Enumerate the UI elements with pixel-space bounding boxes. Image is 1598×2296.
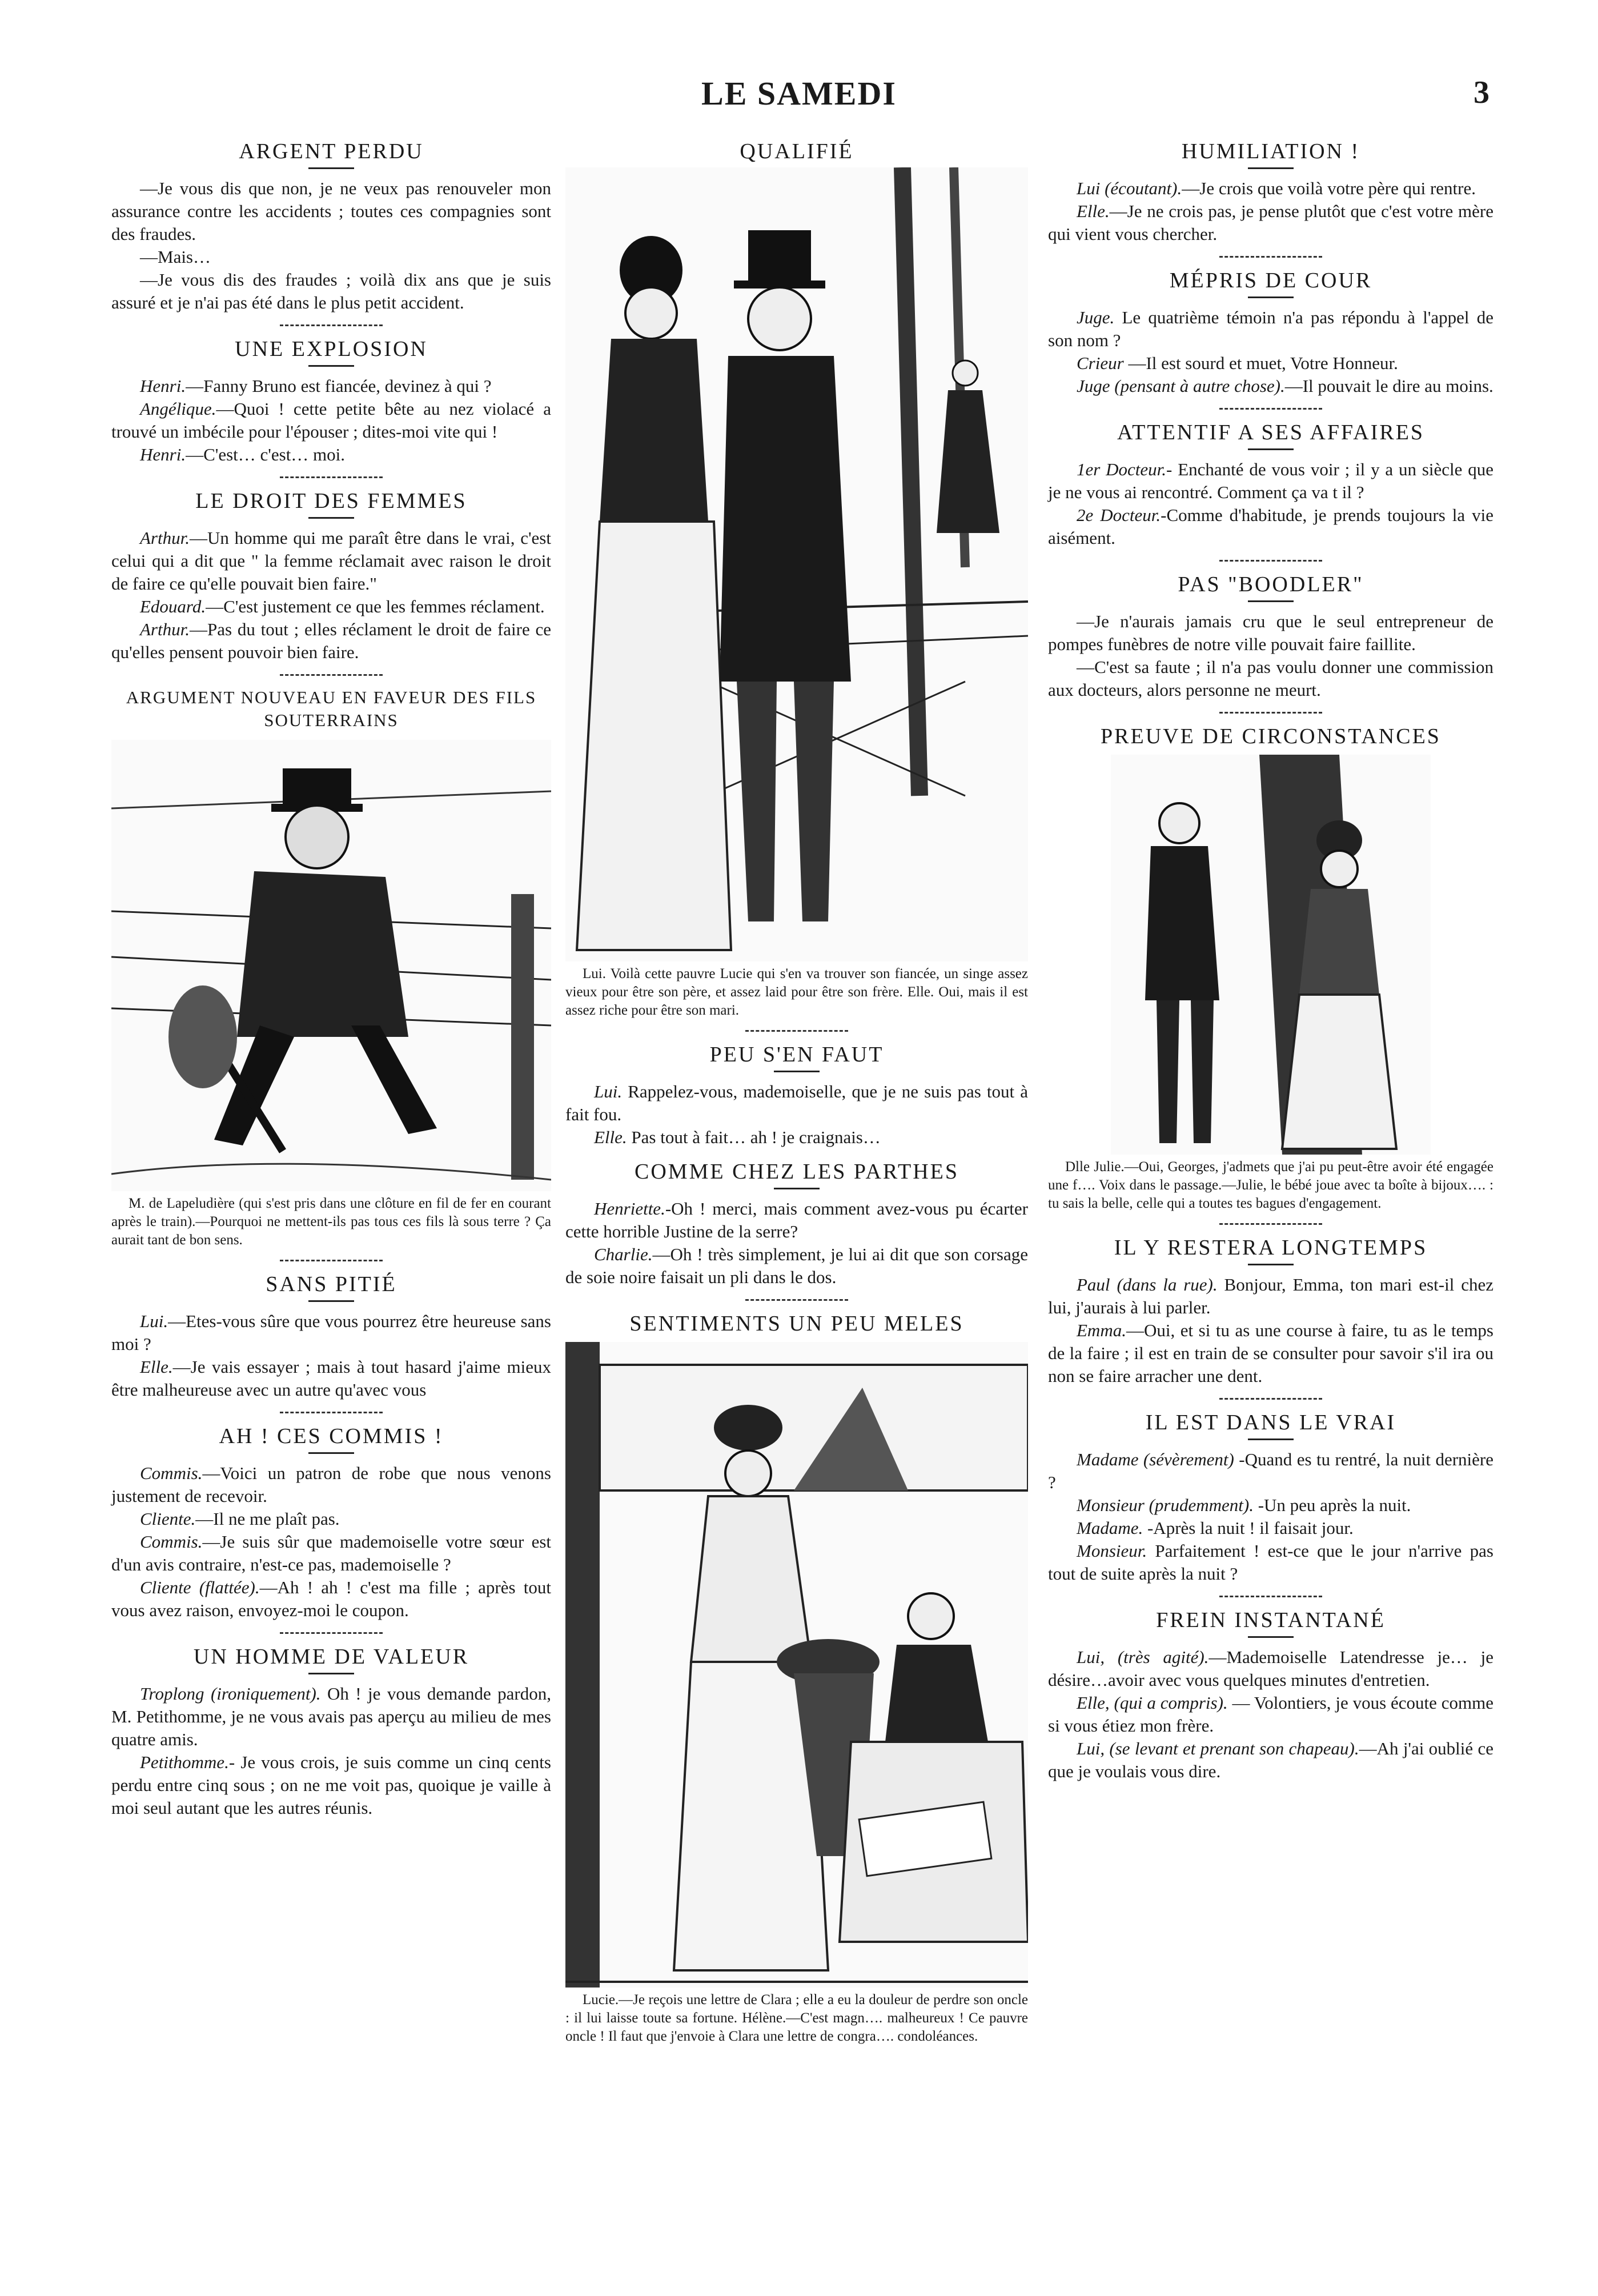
article-title: LE DROIT DES FEMMES: [195, 489, 467, 513]
divider: [745, 1299, 848, 1301]
line: Henriette.-Oh ! merci, mais comment avez-vous pu écarter cette horrible Justine de la serre?: [565, 1199, 1028, 1241]
line: —Je n'aurais jamais cru que le seul entrepreneur de pompes funèbres de notre ville pouvait faire faillite.: [1048, 611, 1493, 654]
article-title: ARGUMENT NOUVEAU EN FAVEUR DES FILS SOUTERRAINS: [126, 687, 537, 730]
divider: [308, 1452, 354, 1454]
divider: [1248, 296, 1294, 298]
line: Crieur —Il est sourd et muet, Votre Honneur.: [1077, 353, 1398, 373]
divider: [308, 517, 354, 519]
divider: [308, 1673, 354, 1674]
divider: [1219, 560, 1322, 562]
article-homme-de-valeur: [111, 1644, 551, 1820]
article-pas-boodler: [1048, 572, 1493, 702]
line: Elle, (qui a compris). — Volontiers, je vous écoute comme si vous étiez mon frère.: [1048, 1693, 1494, 1736]
line: Lui (écoutant).—Je crois que voilà votre père qui rentre.: [1077, 178, 1476, 198]
article-frein-instantane: [1048, 1608, 1493, 1783]
line: Arthur.—Pas du tout ; elles réclament le droit de faire ce qu'elles pensent pouvoir bien faire.: [111, 619, 551, 662]
line: Madame (sévèrement) -Quand es tu rentré, la nuit dernière ?: [1048, 1449, 1494, 1492]
article-title: COMME CHEZ LES PARTHES: [635, 1160, 959, 1184]
line: Commis.—Voici un patron de robe que nous venons justement de recevoir.: [111, 1463, 551, 1506]
article-sans-pitie: [111, 1272, 551, 1401]
line: —Je vous dis que non, je ne veux pas renouveler mon assurance contre les accidents ; toutes ces compagnies sont des fraudes.: [111, 178, 551, 244]
divider: [1248, 1438, 1294, 1440]
article-une-explosion: [111, 336, 551, 466]
newspaper-title: LE SAMEDI: [701, 75, 897, 112]
divider: [308, 1300, 354, 1302]
line: Juge (pensant à autre chose).—Il pouvait le dire au moins.: [1077, 376, 1493, 396]
line: Elle.—Je ne crois pas, je pense plutôt que c'est votre mère qui vient vous chercher.: [1048, 201, 1493, 244]
divider: [774, 1188, 820, 1189]
line: Elle.—Je vais essayer ; mais à tout hasard j'aime mieux être malheureuse avec un autre qu'avec vous: [111, 1357, 551, 1400]
article-attentif: [1048, 420, 1493, 550]
line: Elle. Pas tout à fait… ah ! je craignais…: [594, 1127, 881, 1147]
line: —C'est sa faute ; il n'a pas voulu donner une commission aux docteurs, alors personne ne meurt.: [1048, 657, 1493, 700]
article-title: PREUVE DE CIRCONSTANCES: [1101, 724, 1441, 748]
line: Monsieur (prudemment). -Un peu après la nuit.: [1077, 1495, 1411, 1515]
line: Henri.—C'est… c'est… moi.: [140, 444, 346, 464]
divider: [1219, 1398, 1322, 1400]
divider: [280, 1260, 383, 1261]
line: Angélique.—Quoi ! cette petite bête au nez violacé a trouvé un imbécile pour l'épouser ; dites-moi vite qui !: [111, 399, 551, 442]
article-title: FREIN INSTANTANÉ: [1156, 1608, 1386, 1632]
article-qualifie: [565, 139, 1028, 1020]
line: Juge. Le quatrième témoin n'a pas répondu à l'appel de son nom ?: [1048, 307, 1493, 350]
divider: [1219, 1596, 1322, 1597]
divider: [280, 324, 383, 326]
divider: [280, 674, 383, 676]
line: Cliente (flattée).—Ah ! ah ! c'est ma fille ; après tout vous avez raison, envoyez-moi le coupon.: [111, 1577, 551, 1620]
line: Lui, (se levant et prenant son chapeau).—Ah j'ai oublié ce que je voulais vous dire.: [1048, 1738, 1493, 1781]
line: Petithomme.- Je vous crois, je suis comme un cinq cents perdu entre cinq sous ; on ne me voit pas, quoique je vaille à moi seul autant que les autres réunis.: [111, 1752, 551, 1818]
article-droit-des-femmes: [111, 488, 551, 664]
line: 1er Docteur.- Enchanté de vous voir ; il y a un siècle que je ne vous ai rencontré. Comment ça va t il ?: [1048, 459, 1493, 502]
article-title: SANS PITIÉ: [266, 1272, 397, 1296]
line: Emma.—Oui, et si tu as une course à faire, tu as le temps de la faire ; il est en train de se consulter pour savoir s'il ira ou non se faire arracher une dent.: [1048, 1320, 1493, 1386]
article-peu-sen-faut: [565, 1042, 1028, 1149]
page-number: 3: [1473, 75, 1489, 110]
line: Lui, (très agité).—Mademoiselle Latendresse je… je désire…avoir avec vous quelques minutes d'entretien.: [1048, 1647, 1493, 1690]
illustration-caption: Lucie.—Je reçois une lettre de Clara ; elle a eu la douleur de perdre son oncle : il lui laisse toute sa fortune. Hélène.—C'est magn…. malheureux ! Ce pauvre oncle ! Il faut que j'envoie à Clara une lettre de congra…. condoléances.: [565, 1992, 1028, 2044]
masthead: [0, 74, 1598, 126]
article-title: PEU S'EN FAUT: [709, 1043, 884, 1067]
line: Lui. Rappelez-vous, mademoiselle, que je ne suis pas tout à fait fou.: [565, 1081, 1028, 1124]
illustration-caption: M. de Lapeludière (qui s'est pris dans une clôture en fil de fer en courant après le train).—Pourquoi ne mettent-ils pas tous ces fils là sous terre ? Ça aurait tant de bon sens.: [111, 1196, 551, 1248]
article-chez-les-parthes: [565, 1159, 1028, 1289]
article-dans-le-vrai: [1048, 1410, 1493, 1585]
line: Paul (dans la rue). Bonjour, Emma, ton mari est-il chez lui, j'aurais à lui parler.: [1048, 1275, 1494, 1317]
divider: [1248, 1636, 1294, 1638]
right-column: [1048, 134, 1493, 1793]
line: Edouard.—C'est justement ce que les femmes réclament.: [140, 596, 545, 616]
article-title: UN HOMME DE VALEUR: [193, 1645, 469, 1669]
divider: [308, 167, 354, 169]
divider: [280, 1632, 383, 1634]
divider: [1248, 1264, 1294, 1265]
article-title: IL Y RESTERA LONGTEMPS: [1114, 1236, 1428, 1260]
article-title: UNE EXPLOSION: [235, 337, 428, 361]
illustration-couple-tree: [1111, 755, 1431, 1155]
divider: [1219, 408, 1322, 410]
article-mepris-de-cour: [1048, 268, 1493, 398]
line: Henri.—Fanny Bruno est fiancée, devinez à qui ?: [140, 376, 492, 396]
divider: [1248, 448, 1294, 450]
line: Commis.—Je suis sûr que mademoiselle votre sœur est d'un avis contraire, n'est-ce pas, mademoiselle ?: [111, 1532, 551, 1574]
middle-column: [565, 134, 1028, 2056]
divider: [308, 365, 354, 367]
article-title: ARGENT PERDU: [239, 139, 424, 163]
article-title: AH ! CES COMMIS !: [219, 1424, 444, 1448]
divider: [1248, 167, 1294, 169]
article-il-y-restera: [1048, 1235, 1493, 1388]
line: Cliente.—Il ne me plaît pas.: [140, 1509, 340, 1529]
divider: [774, 1071, 820, 1072]
line: Lui.—Etes-vous sûre que vous pourrez être heureuse sans moi ?: [111, 1311, 551, 1354]
divider: [1219, 1223, 1322, 1225]
line: —Mais…: [140, 247, 211, 267]
line: Troplong (ironiquement). Oh ! je vous demande pardon, M. Petithomme, je ne vous avais pas aperçu au milieu de mes quatre amis.: [111, 1684, 551, 1749]
article-title: PAS "BOODLER": [1178, 572, 1364, 596]
article-title: SENTIMENTS UN PEU MELES: [629, 1312, 964, 1336]
article-title: HUMILIATION !: [1181, 139, 1360, 163]
divider: [1248, 600, 1294, 602]
illustration-caption: Dlle Julie.—Oui, Georges, j'admets que j'ai pu peut-être avoir été engagée une f…. Voix dans le passage.—Julie, le bébé joue avec ta boîte à bijoux…. : tu sais la belle, celle qui a toutes tes bagues d'engagement.: [1048, 1159, 1493, 1211]
line: Madame. -Après la nuit ! il faisait jour.: [1077, 1518, 1354, 1538]
article-preuve-circonstances: [1048, 724, 1493, 1213]
divider: [280, 1412, 383, 1413]
illustration-couple-park: [565, 167, 1028, 961]
article-title: QUALIFIÉ: [740, 139, 854, 163]
divider: [1219, 712, 1322, 714]
line: Arthur.—Un homme qui me paraît être dans le vrai, c'est celui qui a dit que " la femme réclamait avec raison le droit de faire ce qu'elle pouvait bien faire.": [111, 528, 551, 594]
article-humiliation: [1048, 139, 1493, 246]
article-title: ATTENTIF A SES AFFAIRES: [1117, 420, 1425, 444]
line: —Je vous dis des fraudes ; voilà dix ans que je suis assuré et je n'ai pas été dans le plus petit accident.: [111, 270, 551, 312]
divider: [280, 476, 383, 478]
line: Charlie.—Oh ! très simplement, je lui ai dit que son corsage de soie noire faisait un pli dans le dos.: [565, 1244, 1028, 1287]
article-sentiments-meles: [565, 1311, 1028, 2046]
article-ces-commis: [111, 1424, 551, 1622]
illustration-two-women-room: [565, 1342, 1028, 1988]
article-argent-perdu: [111, 139, 551, 314]
article-title: MÉPRIS DE COUR: [1169, 269, 1372, 292]
illustration-caption: Lui. Voilà cette pauvre Lucie qui s'en va trouver son fiancée, un singe assez vieux pour être son père, et assez laid pour être son frère. Elle. Oui, mais il est assez riche pour être son mari.: [565, 966, 1028, 1018]
divider: [745, 1030, 848, 1032]
article-title: IL EST DANS LE VRAI: [1145, 1411, 1396, 1435]
line: 2e Docteur.-Comme d'habitude, je prends toujours la vie aisément.: [1048, 505, 1493, 548]
illustration-man-fence: [111, 740, 551, 1191]
left-column: [111, 134, 551, 1830]
divider: [1219, 256, 1322, 258]
line: Monsieur. Parfaitement ! est-ce que le jour n'arrive pas tout de suite après la nuit ?: [1048, 1541, 1493, 1584]
article-fils-souterrains: [111, 686, 551, 1249]
